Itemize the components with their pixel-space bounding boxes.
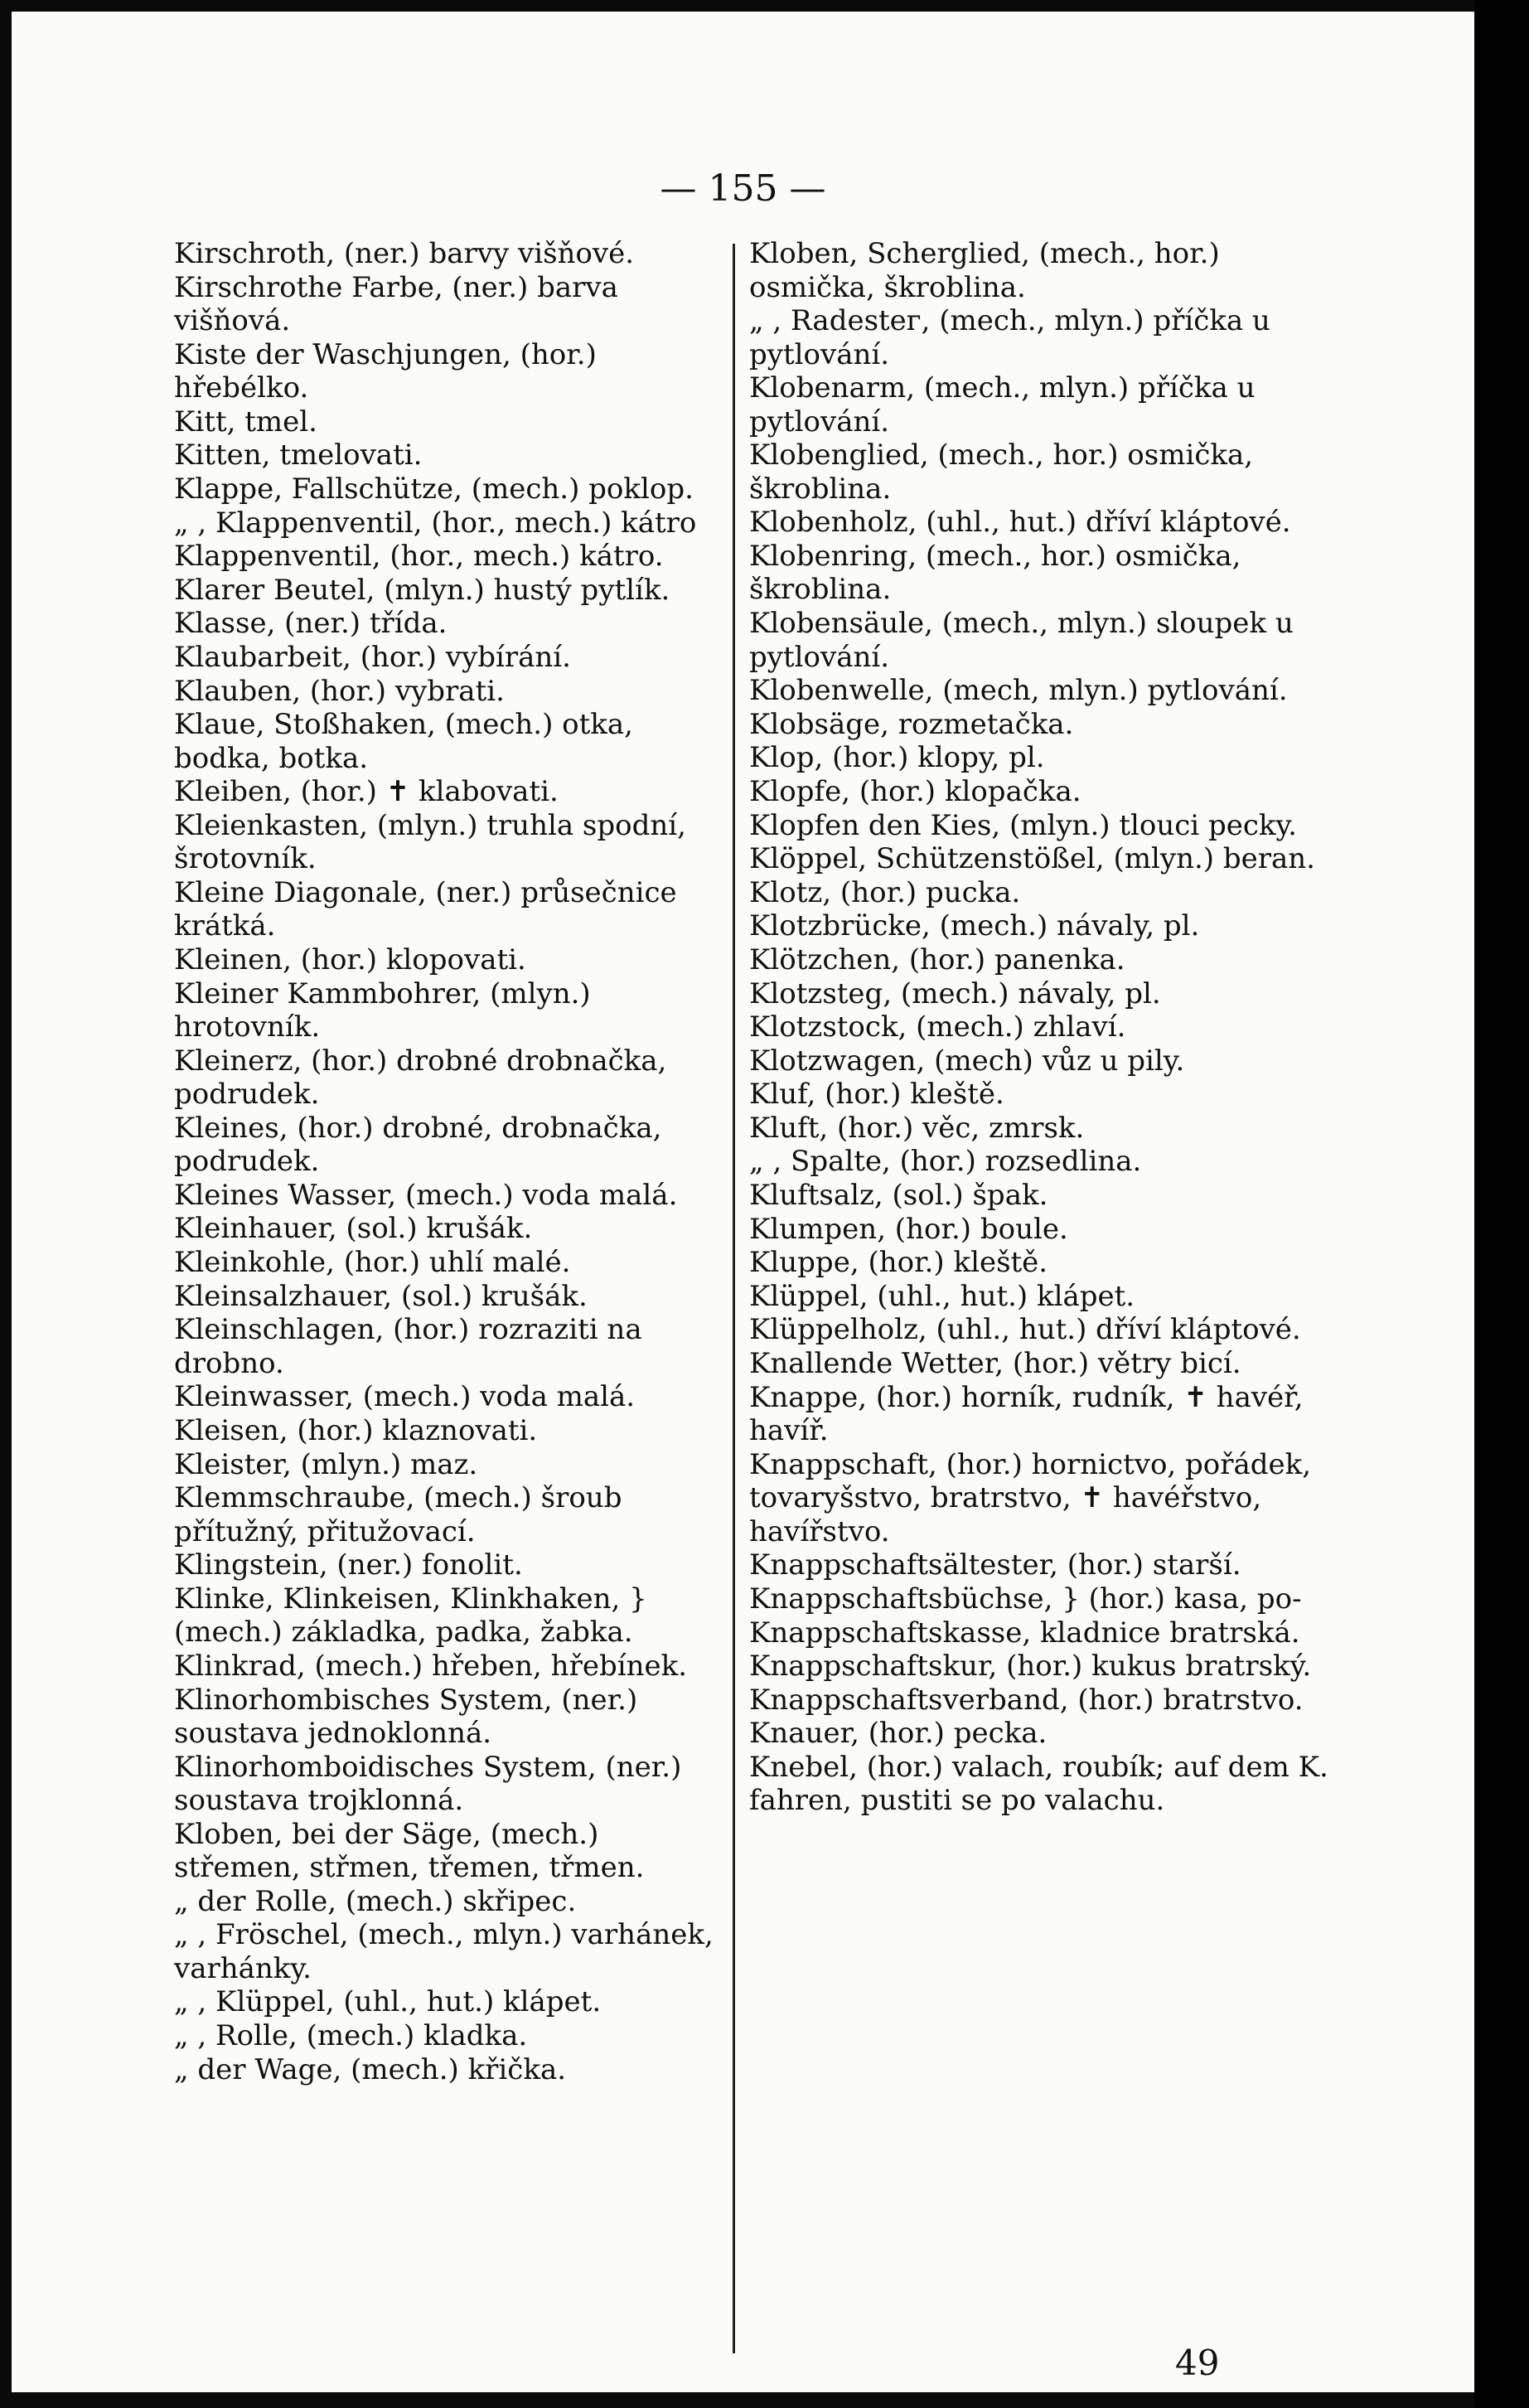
dictionary-entry: Kirschrothe Farbe, (ner.) barva višňová. (174, 270, 618, 338)
dictionary-entry: „ , Rolle, (mech.) kladka. (174, 2019, 528, 2053)
dictionary-entry: Klobenring, (mech., hor.) osmička, škroblina. (749, 539, 1241, 607)
dictionary-entry: Kleinschlagen, (hor.) rozraziti na drobno. (174, 1313, 642, 1380)
dictionary-entry: Kiste der Waschjungen, (hor.) hřebélko. (174, 337, 597, 405)
dictionary-entry: „ , Klappenventil, (hor., mech.) kátro (174, 506, 697, 540)
dictionary-entry: Knappe, (hor.) horník, rudník, ✝ havéř, havíř. (749, 1380, 1304, 1448)
page-edge-shadow (1474, 0, 1529, 2408)
dictionary-entry: Kluft, (hor.) věc, zmrsk. (749, 1111, 1085, 1145)
dictionary-entry: Klauben, (hor.) vybrati. (174, 674, 505, 708)
dictionary-entry: Klinorhombisches System, (ner.) soustava jednoklonná. (174, 1683, 638, 1750)
dictionary-entry: Kleinkohle, (hor.) uhlí malé. (174, 1246, 571, 1280)
dictionary-entry: Klingstein, (ner.) fonolit. (174, 1548, 523, 1582)
dictionary-entry: Klaubarbeit, (hor.) vybírání. (174, 640, 571, 674)
dictionary-entry: Knebel, (hor.) valach, roubík; auf dem K. fahren, pustiti se po valachu. (749, 1750, 1328, 1818)
dictionary-entry: Klobensäule, (mech., mlyn.) sloupek u pytlování. (749, 607, 1294, 674)
dictionary-entry: Kleienkasten, (mlyn.) truhla spodní, šrotovník. (174, 808, 686, 876)
dictionary-entry: Klotz, (hor.) pucka. (749, 875, 1021, 909)
dictionary-entry: Kleinhauer, (sol.) krušák. (174, 1212, 533, 1246)
dictionary-entry: Kleinen, (hor.) klopovati. (174, 943, 526, 976)
dictionary-entry: Klötzchen, (hor.) panenka. (749, 942, 1125, 976)
dictionary-entry: Kluftsalz, (sol.) špak. (749, 1179, 1048, 1213)
dictionary-entry: „ , Klüppel, (uhl., hut.) klápet. (174, 1985, 602, 2019)
dictionary-entry: Klappenventil, (hor., mech.) kátro. (174, 540, 664, 574)
dictionary-entry: Kloben, bei der Säge, (mech.) střemen, střmen, třemen, třmen. (174, 1817, 645, 1885)
dictionary-entry: Klüppel, (uhl., hut.) klápet. (749, 1279, 1135, 1313)
dictionary-entry: Kleines, (hor.) drobné, drobnačka, podrudek. (174, 1111, 662, 1179)
dictionary-entry: Knallende Wetter, (hor.) větry bicí. (749, 1347, 1241, 1381)
dictionary-entry: Klinkrad, (mech.) hřeben, hřebínek. (174, 1649, 688, 1683)
dictionary-entry: Knauer, (hor.) pecka. (749, 1717, 1048, 1751)
dictionary-entry: Knappschaftskur, (hor.) kukus bratrský. (749, 1650, 1312, 1684)
dictionary-entry: „ der Rolle, (mech.) skřipec. (174, 1884, 577, 1918)
dictionary-entry: Klasse, (ner.) třída. (174, 607, 448, 641)
dictionary-entry: Klinorhomboidisches System, (ner.) soustava trojklonná. (174, 1750, 682, 1818)
dictionary-entry: Klopfen den Kies, (mlyn.) tlouci pecky. (749, 808, 1297, 842)
dictionary-entry: Klotzbrücke, (mech.) návaly, pl. (749, 909, 1200, 943)
dictionary-entry: Knappschaftsältester, (hor.) starší. (749, 1548, 1241, 1582)
signature-number: 49 (1175, 2343, 1220, 2383)
dictionary-entry: „ der Wage, (mech.) křička. (174, 2052, 567, 2086)
dictionary-entry: Kleiben, (hor.) ✝ klabovati. (174, 775, 559, 809)
dictionary-entry: Knappschaftskasse, kladnice bratrská. (749, 1616, 1300, 1650)
dictionary-entry: Klopfe, (hor.) klopačka. (749, 774, 1081, 808)
dictionary-entry: Kleister, (mlyn.) maz. (174, 1447, 478, 1481)
dictionary-entry: Kleines Wasser, (mech.) voda malá. (174, 1178, 678, 1212)
dictionary-entry: „ , Radestег, (mech., mlyn.) příčka u pytlování. (749, 304, 1270, 371)
dictionary-entry: Knappschaftsbüchse, } (hor.) kasa, po- (749, 1582, 1302, 1616)
dictionary-entry: Kleinwasser, (mech.) voda malá. (174, 1380, 636, 1414)
dictionary-entry: Klotzsteg, (mech.) návaly, pl. (749, 976, 1161, 1010)
dictionary-entry: Kitten, tmelovati. (174, 438, 423, 472)
dictionary-entry: Klobenglied, (mech., hor.) osmička, škroblina. (749, 438, 1254, 506)
dictionary-entry: „ , Fröschel, (mech., mlyn.) varhánek, varhánky. (174, 1918, 714, 1985)
page-header: — 155 — (660, 167, 826, 210)
dictionary-entry: Kirschroth, (ner.) barvy višňové. (174, 237, 635, 270)
dictionary-entry: Kleine Diagonale, (ner.) průsečnice krátká. (174, 875, 677, 943)
dictionary-entry: Klotzwagen, (mech) vůz u pily. (749, 1044, 1185, 1078)
dictionary-entry: Klobsäge, rozmetačka. (749, 707, 1074, 741)
right-column (749, 237, 1338, 1818)
dictionary-entry: Kloben, Scherglied, (mech., hor.) osmička, škroblina. (749, 237, 1220, 304)
dictionary-entry: Klemmschraube, (mech.) šroub přítužný, přitužovací. (174, 1481, 622, 1548)
dictionary-entry: Kleinsalzhauer, (sol.) krušák. (174, 1279, 588, 1313)
dictionary-entry: Klöppel, Schützenstößel, (mlyn.) beran. (749, 842, 1315, 876)
dictionary-entry: Klobenwelle, (mech, mlyn.) pytlování. (749, 674, 1288, 708)
dictionary-entry: Knappschaft, (hor.) hornictvo, pořádek, tovaryšstvo, bratrstvo, ✝ havéřstvo, havířstvo. (749, 1447, 1312, 1548)
dictionary-entry: Klarer Beutel, (mlyn.) hustý pytlík. (174, 573, 670, 607)
dictionary-entry: Klumpen, (hor.) boule. (749, 1212, 1068, 1246)
dictionary-entry: Knappschaftsverband, (hor.) bratrstvo. (749, 1683, 1304, 1717)
dictionary-entry: Kleinerz, (hor.) drobné drobnačka, podrudek. (174, 1044, 667, 1112)
dictionary-entry: Klinke, Klinkeisen, Klinkhaken, } (mech.) základka, padka, žabka. (174, 1582, 647, 1650)
dictionary-entry: Klotzstock, (mech.) zhlaví. (749, 1010, 1126, 1044)
dictionary-entry: Klappe, Fallschütze, (mech.) poklop. (174, 472, 694, 506)
dictionary-entry: Klaue, Stoßhaken, (mech.) otka, bodka, botka. (174, 708, 633, 775)
dictionary-entry: Kitt, tmel. (174, 405, 317, 438)
dictionary-entry: Klobenholz, (uhl., hut.) dříví kláptové. (749, 506, 1291, 540)
dictionary-entry: Kluppe, (hor.) kleště. (749, 1246, 1048, 1280)
dictionary-entry: Klüppelholz, (uhl., hut.) dříví kláptové. (749, 1313, 1301, 1347)
dictionary-entry: Klobenarm, (mech., mlyn.) příčka u pytlování. (749, 371, 1256, 438)
dictionary-page (12, 12, 1474, 2392)
column-divider (733, 244, 735, 2353)
dictionary-entry: Kleiner Kammbohrer, (mlyn.) hrotovník. (174, 976, 591, 1044)
dictionary-entry: „ , Spalte, (hor.) rozsedlina. (749, 1145, 1142, 1179)
dictionary-entry: Kluf, (hor.) kleště. (749, 1078, 1004, 1112)
dictionary-entry: Kleisen, (hor.) klaznovati. (174, 1413, 538, 1447)
dictionary-entry: Klop, (hor.) klopy, pl. (749, 741, 1045, 775)
left-column (174, 237, 729, 2086)
